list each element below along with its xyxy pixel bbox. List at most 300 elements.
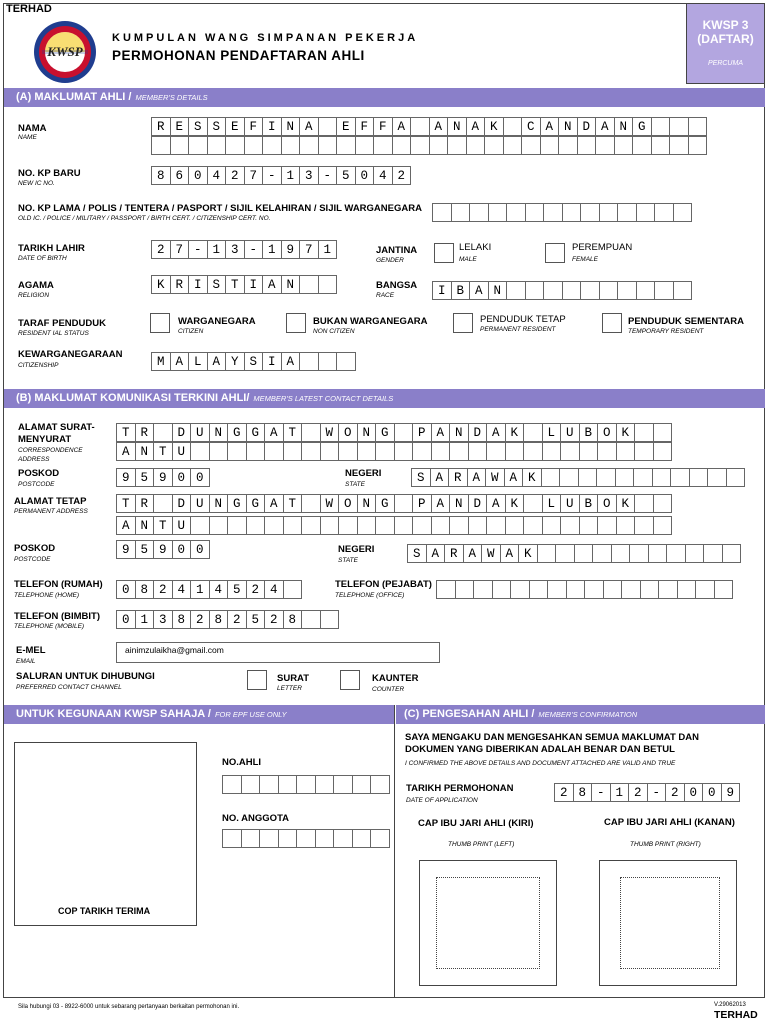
char-box[interactable]: 2 — [225, 166, 245, 185]
char-box[interactable]: P — [412, 423, 432, 442]
char-box[interactable]: U — [560, 423, 580, 442]
char-box[interactable] — [505, 442, 525, 461]
char-box[interactable] — [412, 516, 432, 535]
char-box[interactable]: T — [225, 275, 245, 294]
app-date-boxes[interactable] — [554, 783, 739, 802]
char-box[interactable]: I — [188, 275, 208, 294]
char-box[interactable] — [281, 136, 301, 155]
char-box[interactable] — [431, 442, 451, 461]
char-box[interactable] — [523, 494, 543, 513]
char-box[interactable]: T — [283, 423, 303, 442]
citizenship-boxes[interactable] — [151, 352, 355, 371]
char-box[interactable] — [603, 580, 623, 599]
postcode1-boxes[interactable] — [116, 468, 209, 487]
email-field[interactable]: ainimzulaikha@gmail.com — [116, 642, 440, 663]
char-box[interactable] — [688, 117, 708, 136]
char-box[interactable]: O — [338, 423, 358, 442]
char-box[interactable] — [299, 136, 319, 155]
char-box[interactable]: 2 — [554, 783, 574, 802]
char-box[interactable] — [523, 423, 543, 442]
char-box[interactable]: G — [246, 494, 266, 513]
char-box[interactable]: U — [190, 423, 210, 442]
char-box[interactable]: 2 — [151, 240, 171, 259]
char-box[interactable] — [333, 829, 353, 848]
char-box[interactable] — [259, 775, 279, 794]
char-box[interactable] — [209, 442, 229, 461]
char-box[interactable]: A — [463, 544, 483, 563]
char-box[interactable]: S — [207, 117, 227, 136]
char-box[interactable] — [375, 516, 395, 535]
char-box[interactable] — [429, 136, 449, 155]
char-box[interactable]: K — [522, 468, 542, 487]
perm-row2[interactable] — [116, 516, 671, 535]
char-box[interactable]: 5 — [227, 580, 247, 599]
char-box[interactable]: 4 — [209, 580, 229, 599]
char-box[interactable]: 2 — [264, 610, 284, 629]
char-box[interactable] — [412, 442, 432, 461]
char-box[interactable] — [547, 580, 567, 599]
char-box[interactable] — [632, 136, 652, 155]
char-box[interactable] — [579, 442, 599, 461]
char-box[interactable]: A — [486, 494, 506, 513]
char-box[interactable] — [283, 442, 303, 461]
char-box[interactable] — [227, 516, 247, 535]
char-box[interactable]: K — [616, 423, 636, 442]
char-box[interactable] — [338, 442, 358, 461]
char-box[interactable]: E — [225, 117, 245, 136]
char-box[interactable]: N — [449, 494, 469, 513]
char-box[interactable] — [506, 281, 526, 300]
char-box[interactable]: A — [207, 352, 227, 371]
char-box[interactable] — [634, 442, 654, 461]
char-box[interactable] — [566, 580, 586, 599]
char-box[interactable] — [640, 580, 660, 599]
char-box[interactable]: N — [447, 117, 467, 136]
char-box[interactable]: S — [244, 352, 264, 371]
char-box[interactable] — [225, 136, 245, 155]
char-box[interactable]: 1 — [135, 610, 155, 629]
char-box[interactable] — [301, 423, 321, 442]
char-box[interactable]: A — [426, 544, 446, 563]
char-box[interactable]: G — [227, 423, 247, 442]
char-box[interactable] — [658, 580, 678, 599]
char-box[interactable]: A — [264, 494, 284, 513]
char-box[interactable] — [209, 516, 229, 535]
char-box[interactable]: A — [429, 117, 449, 136]
char-box[interactable] — [318, 117, 338, 136]
char-box[interactable]: T — [153, 442, 173, 461]
char-box[interactable] — [689, 468, 709, 487]
char-box[interactable]: U — [172, 442, 192, 461]
ic-boxes[interactable] — [151, 166, 410, 185]
char-box[interactable]: D — [577, 117, 597, 136]
char-box[interactable]: 0 — [190, 468, 210, 487]
char-box[interactable] — [505, 516, 525, 535]
char-box[interactable]: A — [170, 352, 190, 371]
char-box[interactable] — [151, 136, 171, 155]
char-box[interactable] — [596, 468, 616, 487]
char-box[interactable]: R — [448, 468, 468, 487]
char-box[interactable] — [296, 775, 316, 794]
char-box[interactable]: O — [597, 423, 617, 442]
char-box[interactable] — [336, 136, 356, 155]
char-box[interactable]: A — [469, 281, 489, 300]
char-box[interactable]: - — [318, 166, 338, 185]
char-box[interactable]: 1 — [207, 240, 227, 259]
religion-boxes[interactable] — [151, 275, 336, 294]
office-phone-boxes[interactable] — [436, 580, 732, 599]
char-box[interactable]: R — [135, 423, 155, 442]
char-box[interactable] — [278, 829, 298, 848]
char-box[interactable] — [634, 516, 654, 535]
char-box[interactable] — [541, 468, 561, 487]
char-box[interactable]: 9 — [153, 468, 173, 487]
char-box[interactable] — [621, 580, 641, 599]
char-box[interactable] — [492, 580, 512, 599]
char-box[interactable]: K — [616, 494, 636, 513]
char-box[interactable] — [352, 775, 372, 794]
char-box[interactable] — [695, 580, 715, 599]
char-box[interactable] — [654, 203, 674, 222]
char-box[interactable] — [394, 442, 414, 461]
char-box[interactable] — [653, 494, 673, 513]
char-box[interactable] — [468, 442, 488, 461]
char-box[interactable] — [597, 442, 617, 461]
char-box[interactable] — [392, 136, 412, 155]
char-box[interactable] — [449, 516, 469, 535]
char-box[interactable] — [584, 580, 604, 599]
char-box[interactable] — [555, 544, 575, 563]
char-box[interactable] — [673, 281, 693, 300]
char-box[interactable] — [629, 544, 649, 563]
char-box[interactable]: F — [355, 117, 375, 136]
char-box[interactable] — [685, 544, 705, 563]
noncitizen-checkbox[interactable] — [286, 313, 306, 333]
char-box[interactable] — [357, 442, 377, 461]
char-box[interactable]: K — [505, 494, 525, 513]
char-box[interactable]: B — [451, 281, 471, 300]
char-box[interactable]: G — [375, 423, 395, 442]
char-box[interactable]: 0 — [116, 580, 136, 599]
char-box[interactable] — [153, 423, 173, 442]
char-box[interactable]: W — [481, 544, 501, 563]
char-box[interactable] — [170, 136, 190, 155]
char-box[interactable] — [278, 775, 298, 794]
char-box[interactable] — [653, 516, 673, 535]
char-box[interactable] — [529, 580, 549, 599]
char-box[interactable]: A — [431, 423, 451, 442]
char-box[interactable] — [542, 516, 562, 535]
char-box[interactable]: K — [484, 117, 504, 136]
char-box[interactable] — [614, 136, 634, 155]
char-box[interactable]: S — [188, 117, 208, 136]
char-box[interactable]: R — [170, 275, 190, 294]
char-box[interactable]: 7 — [170, 240, 190, 259]
char-box[interactable] — [486, 516, 506, 535]
char-box[interactable] — [617, 203, 637, 222]
char-box[interactable] — [486, 442, 506, 461]
char-box[interactable] — [394, 516, 414, 535]
char-box[interactable]: A — [540, 117, 560, 136]
char-box[interactable] — [669, 117, 689, 136]
pr-checkbox[interactable] — [453, 313, 473, 333]
char-box[interactable]: W — [320, 423, 340, 442]
char-box[interactable] — [468, 516, 488, 535]
char-box[interactable] — [506, 203, 526, 222]
char-box[interactable] — [617, 281, 637, 300]
char-box[interactable]: G — [227, 494, 247, 513]
char-box[interactable] — [264, 516, 284, 535]
char-box[interactable]: 8 — [172, 610, 192, 629]
char-box[interactable] — [615, 468, 635, 487]
char-box[interactable]: 7 — [244, 166, 264, 185]
char-box[interactable] — [301, 610, 321, 629]
char-box[interactable]: 0 — [190, 540, 210, 559]
char-box[interactable] — [540, 136, 560, 155]
char-box[interactable]: U — [172, 516, 192, 535]
char-box[interactable] — [525, 203, 545, 222]
char-box[interactable] — [315, 775, 335, 794]
old-ic-boxes[interactable] — [432, 203, 691, 222]
char-box[interactable]: 3 — [299, 166, 319, 185]
char-box[interactable]: 6 — [170, 166, 190, 185]
char-box[interactable] — [283, 516, 303, 535]
char-box[interactable] — [580, 203, 600, 222]
char-box[interactable] — [207, 136, 227, 155]
char-box[interactable]: B — [579, 423, 599, 442]
char-box[interactable] — [355, 136, 375, 155]
char-box[interactable]: A — [486, 423, 506, 442]
member-no-boxes[interactable] — [222, 775, 389, 794]
char-box[interactable]: S — [207, 275, 227, 294]
char-box[interactable]: 3 — [225, 240, 245, 259]
letter-checkbox[interactable] — [247, 670, 267, 690]
char-box[interactable] — [653, 423, 673, 442]
char-box[interactable]: A — [504, 468, 524, 487]
char-box[interactable]: A — [262, 275, 282, 294]
char-box[interactable]: N — [357, 423, 377, 442]
char-box[interactable]: L — [188, 352, 208, 371]
char-box[interactable] — [262, 136, 282, 155]
citizen-checkbox[interactable] — [150, 313, 170, 333]
char-box[interactable]: N — [209, 494, 229, 513]
name-row2[interactable] — [151, 136, 706, 155]
char-box[interactable]: A — [595, 117, 615, 136]
char-box[interactable] — [579, 516, 599, 535]
char-box[interactable] — [222, 775, 242, 794]
char-box[interactable] — [246, 516, 266, 535]
char-box[interactable]: C — [521, 117, 541, 136]
char-box[interactable]: A — [430, 468, 450, 487]
tr-checkbox[interactable] — [602, 313, 622, 333]
char-box[interactable]: I — [432, 281, 452, 300]
char-box[interactable]: - — [647, 783, 667, 802]
char-box[interactable]: 9 — [153, 540, 173, 559]
mobile-boxes[interactable] — [116, 610, 338, 629]
char-box[interactable]: S — [411, 468, 431, 487]
char-box[interactable]: N — [209, 423, 229, 442]
char-box[interactable] — [559, 468, 579, 487]
char-box[interactable]: 7 — [299, 240, 319, 259]
char-box[interactable] — [597, 516, 617, 535]
char-box[interactable] — [595, 136, 615, 155]
char-box[interactable]: 0 — [116, 610, 136, 629]
char-box[interactable]: 0 — [355, 166, 375, 185]
char-box[interactable] — [296, 829, 316, 848]
char-box[interactable] — [222, 829, 242, 848]
char-box[interactable]: 0 — [172, 540, 192, 559]
char-box[interactable] — [634, 494, 654, 513]
char-box[interactable]: T — [116, 423, 136, 442]
char-box[interactable] — [580, 281, 600, 300]
char-box[interactable]: - — [244, 240, 264, 259]
mail-row1[interactable] — [116, 423, 671, 442]
char-box[interactable]: B — [579, 494, 599, 513]
char-box[interactable] — [455, 580, 475, 599]
char-box[interactable]: P — [412, 494, 432, 513]
counter-checkbox[interactable] — [340, 670, 360, 690]
char-box[interactable]: 2 — [227, 610, 247, 629]
char-box[interactable] — [301, 442, 321, 461]
char-box[interactable] — [592, 544, 612, 563]
char-box[interactable]: D — [468, 423, 488, 442]
char-box[interactable]: A — [116, 516, 136, 535]
char-box[interactable]: D — [172, 423, 192, 442]
char-box[interactable] — [320, 442, 340, 461]
char-box[interactable] — [542, 442, 562, 461]
char-box[interactable] — [410, 117, 430, 136]
char-box[interactable] — [666, 544, 686, 563]
char-box[interactable]: 9 — [721, 783, 741, 802]
char-box[interactable]: L — [542, 494, 562, 513]
char-box[interactable] — [432, 203, 452, 222]
char-box[interactable]: - — [262, 166, 282, 185]
char-box[interactable] — [336, 352, 356, 371]
char-box[interactable]: 0 — [172, 468, 192, 487]
char-box[interactable]: G — [246, 423, 266, 442]
char-box[interactable]: W — [320, 494, 340, 513]
char-box[interactable] — [510, 580, 530, 599]
char-box[interactable]: R — [135, 494, 155, 513]
char-box[interactable]: 9 — [281, 240, 301, 259]
char-box[interactable]: 2 — [628, 783, 648, 802]
char-box[interactable]: 0 — [702, 783, 722, 802]
char-box[interactable]: O — [338, 494, 358, 513]
char-box[interactable]: 2 — [190, 610, 210, 629]
char-box[interactable] — [616, 442, 636, 461]
char-box[interactable] — [726, 468, 746, 487]
char-box[interactable] — [677, 580, 697, 599]
char-box[interactable] — [707, 468, 727, 487]
char-box[interactable]: R — [151, 117, 171, 136]
char-box[interactable] — [188, 136, 208, 155]
char-box[interactable] — [722, 544, 742, 563]
char-box[interactable]: N — [135, 442, 155, 461]
char-box[interactable] — [373, 136, 393, 155]
char-box[interactable] — [636, 281, 656, 300]
char-box[interactable]: 2 — [246, 580, 266, 599]
char-box[interactable]: M — [151, 352, 171, 371]
char-box[interactable] — [521, 136, 541, 155]
char-box[interactable] — [523, 442, 543, 461]
char-box[interactable]: 1 — [318, 240, 338, 259]
char-box[interactable] — [315, 829, 335, 848]
char-box[interactable]: W — [485, 468, 505, 487]
char-box[interactable]: D — [468, 494, 488, 513]
char-box[interactable] — [673, 203, 693, 222]
char-box[interactable] — [451, 203, 471, 222]
char-box[interactable]: K — [151, 275, 171, 294]
home-phone-boxes[interactable] — [116, 580, 301, 599]
char-box[interactable]: K — [505, 423, 525, 442]
char-box[interactable] — [473, 580, 493, 599]
char-box[interactable] — [436, 580, 456, 599]
char-box[interactable] — [599, 203, 619, 222]
char-box[interactable]: 0 — [684, 783, 704, 802]
char-box[interactable] — [503, 136, 523, 155]
char-box[interactable] — [688, 136, 708, 155]
char-box[interactable] — [318, 352, 338, 371]
char-box[interactable] — [558, 136, 578, 155]
char-box[interactable] — [633, 468, 653, 487]
state2-boxes[interactable] — [407, 544, 740, 563]
char-box[interactable] — [611, 544, 631, 563]
char-box[interactable]: 8 — [135, 580, 155, 599]
char-box[interactable] — [410, 136, 430, 155]
char-box[interactable]: 4 — [264, 580, 284, 599]
char-box[interactable]: A — [500, 544, 520, 563]
char-box[interactable] — [283, 580, 303, 599]
char-box[interactable]: 3 — [153, 610, 173, 629]
char-box[interactable]: Y — [225, 352, 245, 371]
char-box[interactable] — [375, 442, 395, 461]
char-box[interactable] — [543, 203, 563, 222]
char-box[interactable]: 1 — [262, 240, 282, 259]
char-box[interactable] — [241, 829, 261, 848]
char-box[interactable]: 5 — [135, 540, 155, 559]
char-box[interactable]: 5 — [135, 468, 155, 487]
char-box[interactable] — [543, 281, 563, 300]
char-box[interactable] — [301, 516, 321, 535]
char-box[interactable]: U — [190, 494, 210, 513]
char-box[interactable] — [578, 468, 598, 487]
char-box[interactable]: 2 — [153, 580, 173, 599]
char-box[interactable] — [318, 275, 338, 294]
char-box[interactable]: N — [281, 117, 301, 136]
char-box[interactable]: N — [135, 516, 155, 535]
char-box[interactable] — [466, 136, 486, 155]
char-box[interactable]: 9 — [116, 540, 136, 559]
state1-boxes[interactable] — [411, 468, 744, 487]
char-box[interactable] — [241, 775, 261, 794]
char-box[interactable]: 4 — [172, 580, 192, 599]
char-box[interactable]: G — [632, 117, 652, 136]
char-box[interactable] — [714, 580, 734, 599]
postcode2-boxes[interactable] — [116, 540, 209, 559]
char-box[interactable] — [636, 203, 656, 222]
char-box[interactable] — [577, 136, 597, 155]
char-box[interactable]: T — [116, 494, 136, 513]
char-box[interactable] — [431, 516, 451, 535]
char-box[interactable] — [574, 544, 594, 563]
char-box[interactable] — [599, 281, 619, 300]
char-box[interactable] — [259, 829, 279, 848]
char-box[interactable] — [447, 136, 467, 155]
char-box[interactable]: T — [283, 494, 303, 513]
char-box[interactable]: I — [262, 117, 282, 136]
male-checkbox[interactable] — [434, 243, 454, 263]
member-id-boxes[interactable] — [222, 829, 389, 848]
